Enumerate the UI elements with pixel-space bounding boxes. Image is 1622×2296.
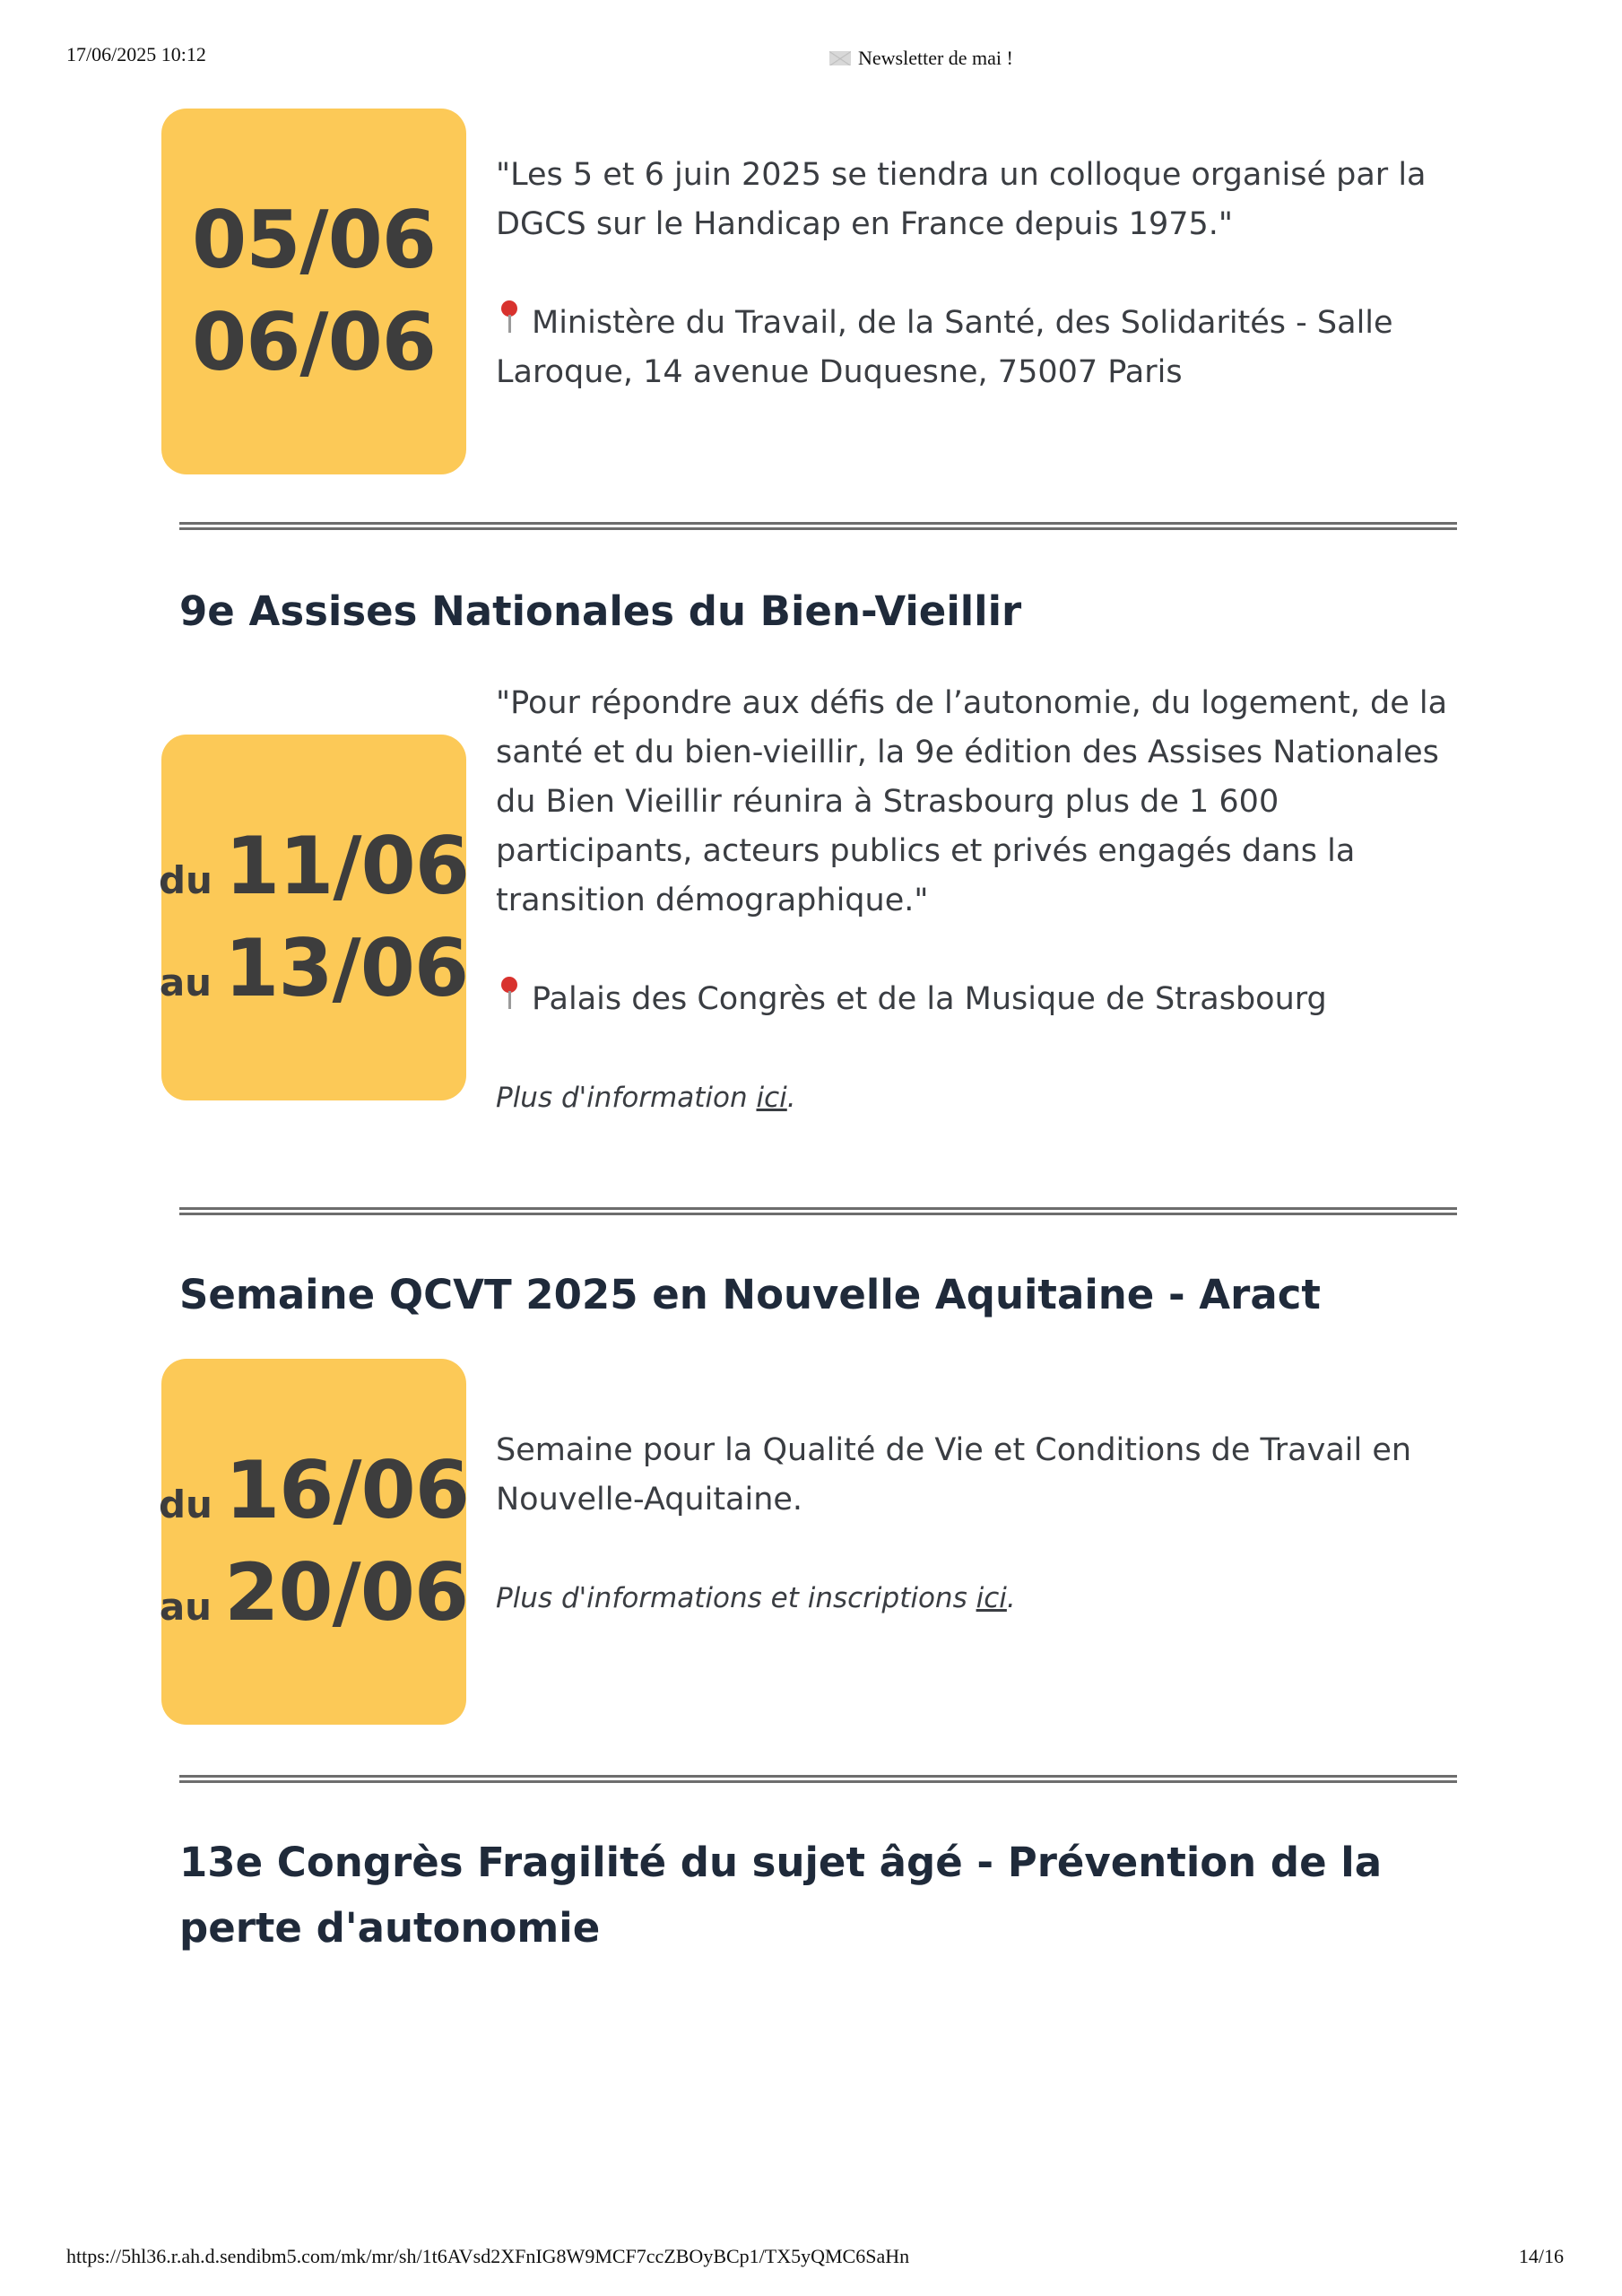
event-date-box	[158, 735, 470, 1100]
date-prefix: au	[159, 961, 213, 1004]
event-date-box	[158, 1359, 470, 1725]
event-location	[496, 975, 1464, 1024]
date-line-end	[160, 918, 468, 1020]
date-start: 16/06	[224, 1443, 470, 1536]
event-info	[496, 1574, 1464, 1623]
date-line-start	[159, 1439, 469, 1542]
date-prefix: du	[158, 1482, 213, 1526]
date-end: 20/06	[224, 1546, 469, 1639]
date-line-start	[192, 189, 436, 291]
date-line-end	[160, 1542, 468, 1644]
section-divider	[179, 1207, 1457, 1215]
event-description: "Pour répondre aux défis de l’autonomie, du logement, de la santé et du bien-vieillir, la 9e édition des Assises Nationales du Bien Vieillir réunira à Strasbourg plus de 1 600 participants, acteurs publics et privés engagés dans la transition démographique."	[496, 685, 1448, 918]
event-info-text: Plus d'information	[496, 1082, 757, 1114]
print-page-number: 14/16	[1518, 2245, 1564, 2267]
event-description: "Les 5 et 6 juin 2025 se tiendra un colloque organisé par la DGCS sur le Handicap en France depuis 1975."	[496, 157, 1427, 242]
event-text	[496, 151, 1464, 397]
event-text	[496, 679, 1464, 1123]
envelope-icon	[829, 51, 851, 65]
map-pin-icon	[496, 300, 523, 336]
print-title	[829, 47, 1013, 70]
event-location-text: Ministère du Travail, de la Santé, des Solidarités - Salle Laroque, 14 avenue Duquesne, 75007 Paris	[496, 305, 1393, 390]
event-location	[496, 299, 1464, 397]
date-start: 05/06	[191, 193, 437, 286]
event-date-box	[161, 109, 466, 474]
date-line-end	[192, 291, 436, 394]
date-prefix: du	[158, 857, 213, 902]
date-prefix: au	[159, 1585, 213, 1629]
event-info-text: Plus d'informations et inscriptions	[496, 1582, 976, 1614]
event-location-text: Palais des Congrès et de la Musique de Strasbourg	[532, 981, 1327, 1017]
section-divider	[179, 522, 1457, 530]
date-start: 11/06	[224, 819, 470, 912]
date-line-start	[159, 815, 469, 918]
event-title: Semaine QCVT 2025 en Nouvelle Aquitaine - Aract	[179, 1271, 1321, 1318]
event-info	[496, 1074, 1464, 1123]
event-title: 13e Congrès Fragilité du sujet âgé - Prévention de la perte d'autonomie	[179, 1839, 1383, 1952]
event-info-end: .	[786, 1082, 796, 1114]
event-description: Semaine pour la Qualité de Vie et Conditions de Travail en Nouvelle-Aquitaine.	[496, 1432, 1412, 1518]
event-info-end: .	[1006, 1582, 1016, 1614]
event-info-link[interactable]: ici	[756, 1082, 787, 1114]
section-divider	[179, 1775, 1457, 1783]
event-text	[496, 1426, 1464, 1623]
print-url: https://5hl36.r.ah.d.sendibm5.com/mk/mr/sh/1t6AVsd2XFnIG8W9MCF7ccZBOyBCp1/TX5yQMC6SaHn	[66, 2245, 910, 2267]
event-info-link[interactable]: ici	[976, 1582, 1007, 1614]
print-datetime: 17/06/2025 10:12	[66, 43, 206, 65]
date-end: 06/06	[191, 296, 437, 388]
date-end: 13/06	[224, 922, 469, 1014]
map-pin-icon	[496, 977, 523, 1013]
print-title-text: Newsletter de mai !	[858, 47, 1013, 69]
event-title: 9e Assises Nationales du Bien-Vieillir	[179, 587, 1022, 635]
